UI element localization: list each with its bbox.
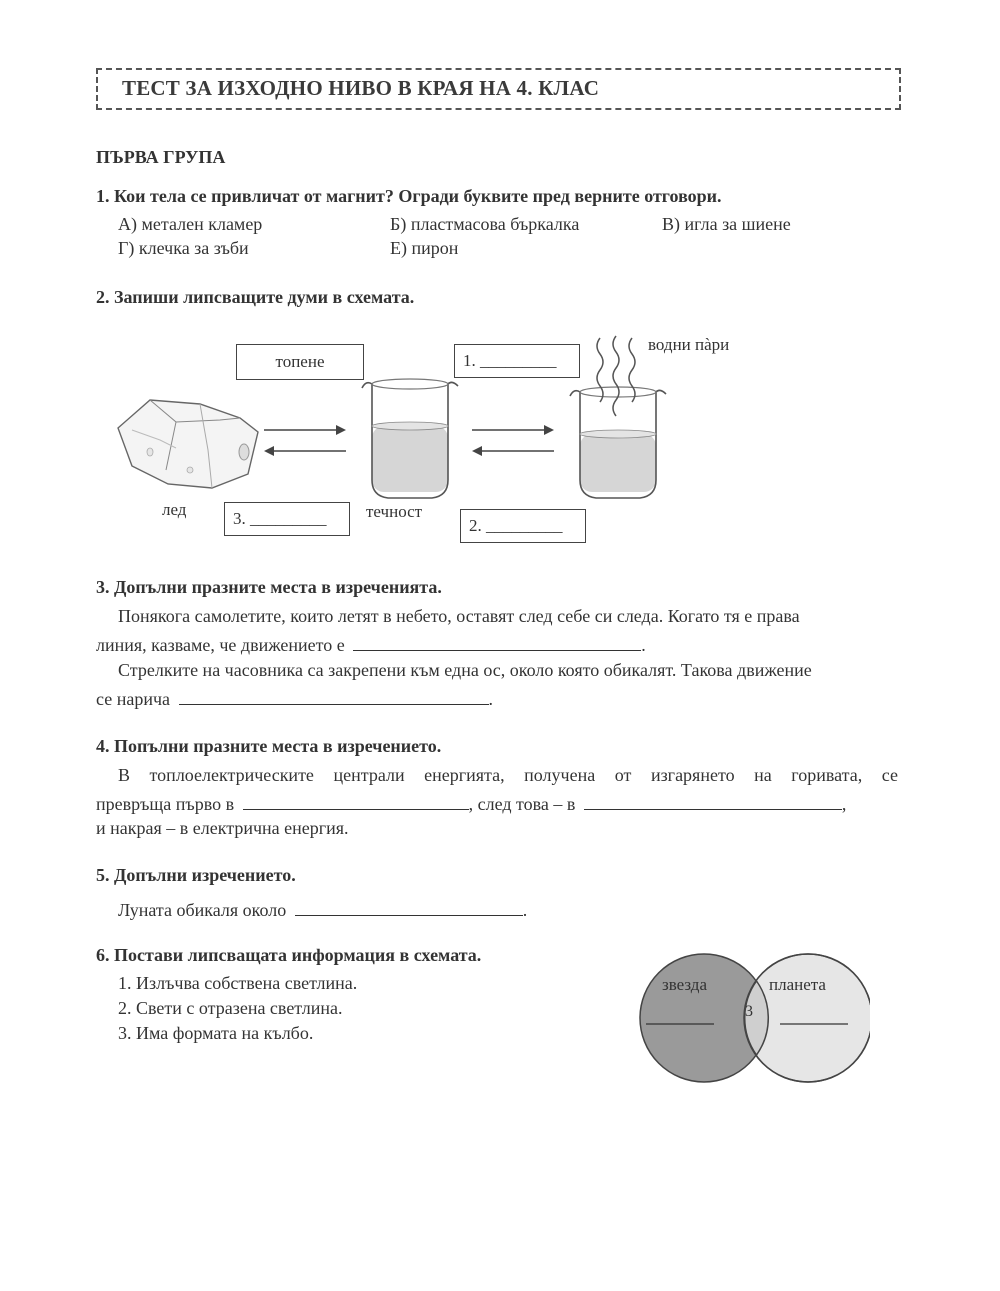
arrow-condensation [472, 446, 554, 456]
answer-box-3[interactable]: 3. _________ [224, 502, 350, 536]
ice-cube-image [118, 400, 258, 488]
venn-label-planet: планета [769, 975, 826, 994]
q3-p2-text: се нарича [96, 689, 170, 709]
q3-paragraph-2-line-2 [96, 685, 493, 714]
q3-question: 3. Допълни празните места в изреченията. [96, 577, 442, 597]
answer-box-1[interactable]: 1. _________ [454, 344, 580, 378]
q1-question: 1. Кои тела се привличат от магнит? Огради буквите пред верните отговори. [96, 186, 722, 206]
q6-item-2: 2. Свети с отразена светлина. [118, 998, 343, 1018]
steam-line-2 [613, 336, 619, 416]
steam-line-1 [597, 338, 603, 402]
arrow-freezing [264, 446, 346, 456]
q3-p2-dot: . [488, 689, 493, 709]
steam-line-3 [629, 338, 635, 402]
beaker-vapor-image [570, 336, 666, 498]
q3-paragraph-1-line-1: Понякога самолетите, които летят в небето, оставят след себе си следа. Когато тя е права [118, 606, 800, 626]
page-title: ТЕСТ ЗА ИЗХОДНО НИВО В КРАЯ НА 4. КЛАС [122, 76, 600, 100]
answer-box-2[interactable]: 2. _________ [460, 509, 586, 543]
q1-option-e[interactable]: Е) пирон [390, 238, 459, 258]
ice-label: лед [162, 500, 187, 519]
venn-label-center: 3 [745, 1003, 753, 1020]
q1-option-v[interactable]: В) игла за шиене [662, 214, 791, 234]
q1-option-b[interactable]: Б) пластмасова бъркалка [390, 214, 580, 234]
states-diagram [0, 0, 1000, 560]
q1-option-a[interactable]: А) метален кламер [118, 214, 263, 234]
q1-option-g[interactable]: Г) клечка за зъби [118, 238, 249, 258]
arrow-melting [264, 425, 346, 435]
q5-sentence [118, 896, 527, 925]
group-heading: ПЪРВА ГРУПА [96, 147, 226, 167]
q4-p2a-text: превръща първо в [96, 794, 235, 814]
q3-p1-dot: . [641, 635, 646, 655]
q4-blank-2[interactable] [584, 808, 842, 810]
q3-p1-text: линия, казваме, че движението е [96, 635, 345, 655]
q3-paragraph-2-line-1: Стрелките на часовника са закрепени към една ос, около която обикалят. Такова движение [118, 660, 812, 680]
q3-blank-1[interactable] [353, 649, 641, 651]
q5-text: Луната обикаля около [118, 900, 287, 920]
venn-label-star: звезда [662, 975, 707, 994]
q6-item-3: 3. Има формата на кълбо. [118, 1023, 314, 1043]
q4-line-3: и накрая – в електрична енергия. [96, 818, 349, 838]
q4-comma: , [841, 794, 847, 814]
q6-item-1: 1. Излъчва собствена светлина. [118, 973, 358, 993]
liquid-label: течност [366, 502, 423, 521]
beaker-liquid-image [362, 379, 458, 498]
q3-blank-2[interactable] [179, 703, 489, 705]
melting-box: топене [236, 344, 364, 380]
q4-p2b-text: , след това – в [468, 794, 576, 814]
q4-question: 4. Попълни празните места в изречението. [96, 736, 442, 756]
q4-blank-1[interactable] [243, 808, 469, 810]
q5-question: 5. Допълни изречението. [96, 865, 296, 885]
arrow-evaporation [472, 425, 554, 435]
vapor-label: водни пàри [648, 335, 730, 354]
q4-line-1: В топлоелектрическите централи енергията, получена от изгарянето на горивата, се [118, 765, 898, 785]
q5-blank[interactable] [295, 914, 523, 916]
q6-question: 6. Постави липсващата информация в схемата. [96, 945, 482, 965]
q5-dot: . [522, 900, 528, 920]
q2-question: 2. Запиши липсващите думи в схемата. [96, 287, 415, 307]
